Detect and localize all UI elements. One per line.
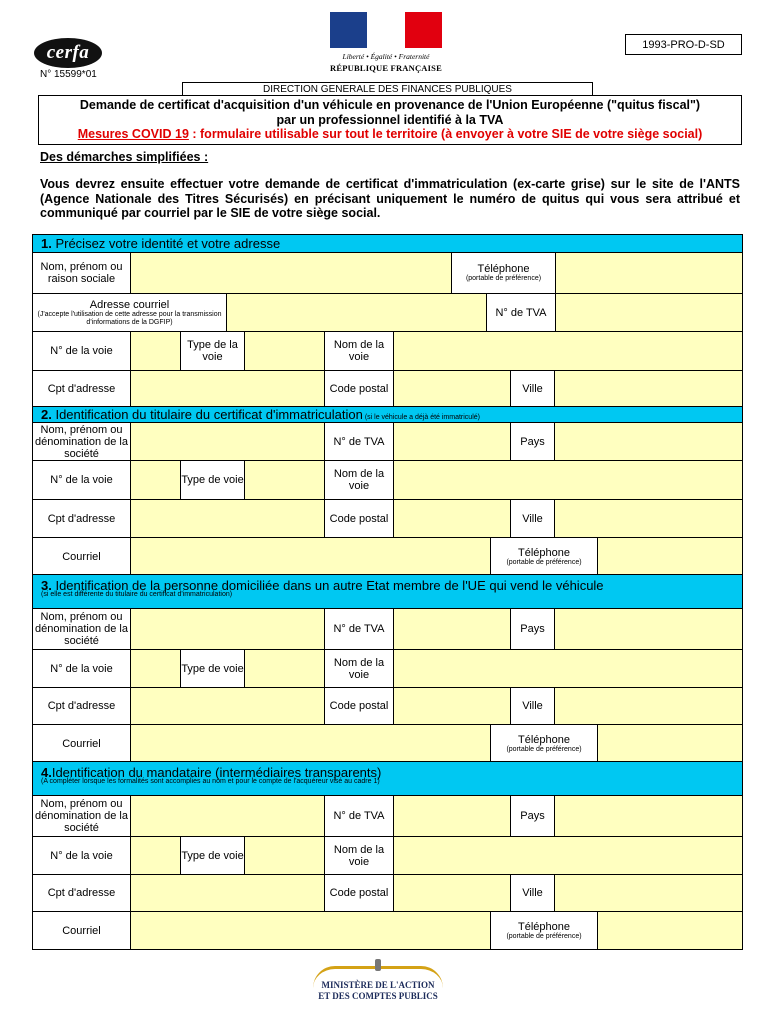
label-telephone: Téléphone (portable de préférence) (491, 725, 598, 763)
field-pays[interactable] (555, 609, 742, 649)
label-ville: Ville (511, 371, 555, 407)
label-nom-denomination: Nom, prénom ou dénomination de la société (33, 423, 131, 460)
section-4-grid (32, 795, 743, 950)
label-cpt-adresse: Cpt d'adresse (33, 371, 131, 407)
label-cpt-adresse: Cpt d'adresse (33, 500, 131, 537)
field-type-voie[interactable] (245, 461, 325, 499)
label-type-voie: Type de voie (181, 461, 245, 499)
field-num-voie[interactable] (131, 332, 181, 370)
label-code-postal: Code postal (325, 500, 394, 537)
covid-notice: Mesures COVID 19 : formulaire utilisable sur tout le territoire (à envoyer à votre SIE de votre siège social) (77, 127, 703, 141)
intro-paragraph: Vous devrez ensuite effectuer votre demande de certificat d'immatriculation (ex-carte grise) sur le site de l'ANTS (Agence Nationale des Titres Sécurisés) en précisant uniquement le numéro de quitus qui vous sera attribué et communiqué par courriel par le SIE de votre siège social. (40, 177, 740, 220)
field-cpt-adresse[interactable] (131, 371, 325, 407)
field-pays[interactable] (555, 423, 742, 460)
field-num-tva[interactable] (394, 423, 511, 460)
field-type-voie[interactable] (245, 650, 325, 687)
form-code: 1993-PRO-D-SD (625, 34, 742, 55)
field-telephone[interactable] (598, 538, 742, 575)
label-nom-voie: Nom de la voie (325, 332, 394, 370)
label-type-voie: Type de la voie (181, 332, 245, 370)
republic-logo (330, 12, 442, 88)
label-num-tva: N° de TVA (325, 609, 394, 649)
field-nom-voie[interactable] (394, 837, 742, 874)
field-nom-raison[interactable] (131, 253, 452, 293)
section-2-header: 2. Identification du titulaire du certificat d'immatriculation (si le véhicule a déjà été immatriculé) (32, 406, 743, 423)
field-courriel[interactable] (131, 725, 491, 763)
label-num-voie: N° de la voie (33, 837, 131, 874)
label-adresse-courriel: Adresse courriel (J'accepte l'utilisation de cette adresse pour la transmission d'informations de la DGFIP) (33, 294, 227, 331)
label-num-voie: N° de la voie (33, 650, 131, 687)
field-ville[interactable] (555, 875, 742, 911)
label-nom-voie: Nom de la voie (325, 837, 394, 874)
label-ville: Ville (511, 875, 555, 911)
label-num-voie: N° de la voie (33, 461, 131, 499)
label-telephone: Téléphone (portable de préférence) (452, 253, 556, 293)
field-ville[interactable] (555, 500, 742, 537)
label-nom-denomination: Nom, prénom ou dénomination de la société (33, 609, 131, 649)
label-ville: Ville (511, 500, 555, 537)
field-nom-denomination[interactable] (131, 423, 325, 460)
label-pays: Pays (511, 796, 555, 836)
section-1-header: 1. Précisez votre identité et votre adresse (32, 234, 743, 253)
field-num-tva[interactable] (556, 294, 742, 331)
ministry-name: MINISTÈRE DE L'ACTION ET DES COMPTES PUBLICS (318, 980, 438, 1001)
field-nom-denomination[interactable] (131, 609, 325, 649)
label-telephone: Téléphone (portable de préférence) (491, 912, 598, 949)
label-courriel: Courriel (33, 538, 131, 575)
field-code-postal[interactable] (394, 500, 511, 537)
republic-name: RÉPUBLIQUE FRANÇAISE (330, 63, 442, 73)
field-nom-voie[interactable] (394, 461, 742, 499)
label-nom-raison: Nom, prénom ou raison sociale (33, 253, 131, 293)
field-code-postal[interactable] (394, 371, 511, 407)
label-cpt-adresse: Cpt d'adresse (33, 688, 131, 724)
form-title (38, 95, 742, 145)
ministry-arc-icon (313, 966, 443, 988)
label-cpt-adresse: Cpt d'adresse (33, 875, 131, 911)
section-3-grid (32, 608, 743, 764)
republic-motto: Liberté • Égalité • Fraternité (342, 52, 430, 61)
label-num-voie: N° de la voie (33, 332, 131, 370)
label-num-tva: N° de TVA (325, 796, 394, 836)
field-type-voie[interactable] (245, 837, 325, 874)
dgfip-banner: DIRECTION GENERALE DES FINANCES PUBLIQUES (182, 82, 593, 96)
ministry-logo (303, 966, 453, 1002)
field-num-tva[interactable] (394, 796, 511, 836)
label-code-postal: Code postal (325, 688, 394, 724)
field-code-postal[interactable] (394, 875, 511, 911)
field-courriel[interactable] (131, 538, 491, 575)
intro-heading: Des démarches simplifiées : (40, 150, 209, 164)
field-num-voie[interactable] (131, 837, 181, 874)
label-num-tva: N° de TVA (487, 294, 556, 331)
label-nom-voie: Nom de la voie (325, 461, 394, 499)
section-2-grid (32, 422, 743, 576)
label-courriel: Courriel (33, 725, 131, 763)
label-nom-voie: Nom de la voie (325, 650, 394, 687)
section-3-header: 3. Identification de la personne domiciliée dans un autre Etat membre de l'UE qui vend le véhicule (si elle est différente du titulaire du certificat d'immatriculation) (32, 574, 743, 609)
section-1-grid (32, 252, 743, 408)
field-telephone[interactable] (556, 253, 742, 293)
field-courriel[interactable] (131, 912, 491, 949)
label-code-postal: Code postal (325, 371, 394, 407)
field-cpt-adresse[interactable] (131, 500, 325, 537)
field-telephone[interactable] (598, 725, 742, 763)
section-4-header: 4.Identification du mandataire (intermédiaires transparents) (A compléter lorsque les formalités sont accomplies au nom et pour le compte de l'acquéreur visé au cadre 1) (32, 761, 743, 796)
field-num-voie[interactable] (131, 650, 181, 687)
field-cpt-adresse[interactable] (131, 688, 325, 724)
title-line-1: Demande de certificat d'acquisition d'un véhicule en provenance de l'Union Européenne ("quitus fiscal") (79, 98, 701, 112)
field-nom-voie[interactable] (394, 650, 742, 687)
field-cpt-adresse[interactable] (131, 875, 325, 911)
label-type-voie: Type de voie (181, 837, 245, 874)
field-nom-voie[interactable] (394, 332, 742, 370)
label-courriel: Courriel (33, 912, 131, 949)
label-num-tva: N° de TVA (325, 423, 394, 460)
tricolor-flag-icon (330, 12, 442, 48)
field-num-voie[interactable] (131, 461, 181, 499)
label-pays: Pays (511, 423, 555, 460)
field-ville[interactable] (555, 371, 742, 407)
field-telephone[interactable] (598, 912, 742, 949)
label-code-postal: Code postal (325, 875, 394, 911)
field-nom-denomination[interactable] (131, 796, 325, 836)
field-adresse-courriel[interactable] (227, 294, 487, 331)
field-pays[interactable] (555, 796, 742, 836)
title-line-2: par un professionnel identifié à la TVA (276, 112, 504, 127)
label-pays: Pays (511, 609, 555, 649)
cerfa-logo: cerfa (34, 38, 102, 68)
label-telephone: Téléphone (portable de préférence) (491, 538, 598, 575)
cerfa-number: N° 15599*01 (40, 69, 97, 80)
label-ville: Ville (511, 688, 555, 724)
label-type-voie: Type de voie (181, 650, 245, 687)
field-code-postal[interactable] (394, 688, 511, 724)
field-num-tva[interactable] (394, 609, 511, 649)
field-type-voie[interactable] (245, 332, 325, 370)
label-nom-denomination: Nom, prénom ou dénomination de la société (33, 796, 131, 836)
field-ville[interactable] (555, 688, 742, 724)
